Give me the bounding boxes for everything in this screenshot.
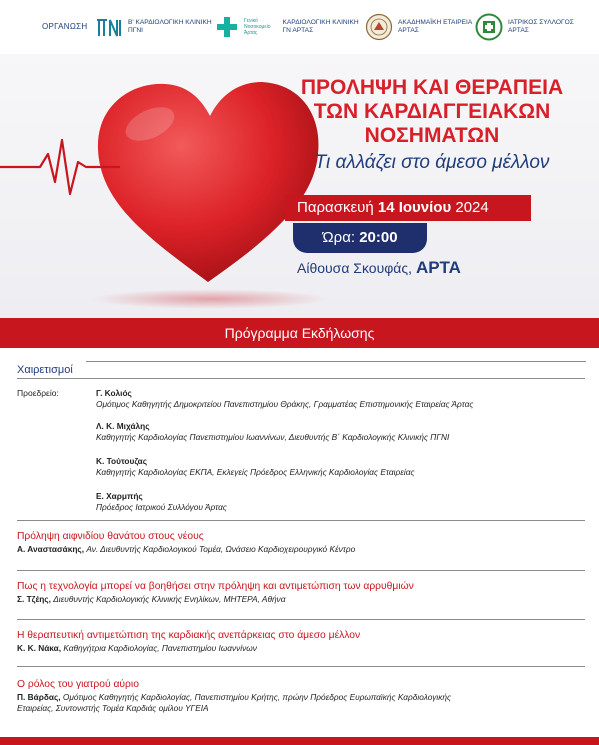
greetings-label: Χαιρετισμοί (17, 364, 73, 376)
organizer-name: ΚΑΡΔΙΟΛΟΓΙΚΗ ΚΛΙΝΙΚΗ ΓΝ ΑΡΤΑΣ (282, 19, 359, 34)
talk-title: Πως η τεχνολογία μπορεί να βοηθήσει στην πρόληψη και αντιμετώπιση των αρρυθμιών (17, 581, 414, 592)
academic-seal-icon (364, 12, 394, 42)
organizers-bar (0, 0, 599, 54)
organizer-sub: Γενικό Νοσοκομείο Άρτας (244, 18, 271, 36)
talk-speaker: Σ. Τζέης, Διευθυντής Καρδιολογικής Κλινικής Ενηλίκων, ΜΗΤΕΡΑ, Αθήνα (17, 594, 286, 604)
event-date: Παρασκευή 14 Ιουνίου 2024 (285, 195, 531, 221)
talk-title: Ο ρόλος του γιατρού αύριο (17, 679, 139, 690)
organizer-medical-association (474, 12, 574, 42)
talk-item (17, 679, 451, 713)
organizer-gn-artas (212, 12, 359, 42)
divider (86, 361, 586, 362)
event-subtitle: Τι αλλάζει στο άμεσο μέλλον (314, 152, 550, 173)
organizer-name: Β' ΚΑΡΔΙΟΛΟΓΙΚΗ ΚΛΙΝΙΚΗ ΠΓΝΙ (128, 19, 212, 34)
organizer-name: ΑΚΑΔΗΜΑΪΚΗ ΕΤΑΙΡΕΙΑ ΑΡΤΑΣ (398, 19, 473, 34)
program-content (0, 348, 599, 737)
event-time: Ώρα: 20:00 (293, 223, 427, 253)
talk-speaker: Κ. Κ. Νάκα, Καθηγήτρια Καρδιολογίας, Πανεπιστημίου Ιωαννίνων (17, 643, 257, 653)
divider (17, 666, 585, 667)
talk-item (17, 581, 414, 605)
event-title: ΠΡΟΛΗΨΗ ΚΑΙ ΘΕΡΑΠΕΙΑ ΤΩΝ ΚΑΡΔΙΑΓΓΕΙΑΚΩΝ ΝΟΣΗΜΑΤΩΝ (300, 76, 564, 147)
presidium-member: Λ. Κ. Μιχάλης Καθηγητής Καρδιολογίας Πανεπιστημίου Ιωαννίνων, Διευθυντής Β΄ Καρδιολογικής Κλινικής ΠΓΝΙ (96, 421, 450, 442)
organizer-pgni (94, 12, 212, 42)
pgni-logo-icon (94, 12, 124, 42)
organizer-name: ΙΑΤΡΙΚΟΣ ΣΥΛΛΟΓΟΣ ΑΡΤΑΣ (508, 19, 574, 34)
event-venue: Αίθουσα Σκουφάς, ΑΡΤΑ (297, 258, 461, 277)
talk-speaker: Α. Αναστασάκης, Αν. Διευθυντής Καρδιολογικού Τομέα, Ωνάσειο Καρδιοχειρουργικό Κέντρο (17, 544, 356, 554)
talk-speaker-continued: Εταιρείας, Συντονιστής Τομέα Καρδιάς ομίλου ΥΓΕΙΑ (17, 702, 209, 713)
divider (17, 570, 585, 571)
presidium-member: Γ. Κολιός Ομότιμος Καθηγητής Δημοκριτείου Πανεπιστημίου Θράκης, Γραμματέας Επιστημονικής Εταιρείας Άρτας (96, 388, 474, 409)
talk-item (17, 531, 355, 555)
presidium-member: Κ. Τούτουζας Καθηγητής Καρδιολογίας ΕΚΠΑ, Εκλεγείς Πρόεδρος Ελληνικής Καρδιολογίας Εταιρείας (96, 456, 415, 477)
presidium-member: Ε. Χαρμπής Πρόεδρος Ιατρικού Συλλόγου Άρτας (96, 491, 227, 512)
footer-bar (0, 737, 599, 745)
talk-item (17, 630, 360, 654)
organizers-label: ΟΡΓΑΝΩΣΗ (42, 22, 88, 31)
hero-banner (0, 54, 599, 318)
medical-association-icon (474, 12, 504, 42)
presidium-label: Προεδρείο: (17, 388, 59, 398)
talk-title: Η θεραπευτική αντιμετώπιση της καρδιακής ανεπάρκειας στο άμεσο μέλλον (17, 630, 361, 641)
divider (17, 520, 585, 521)
hospital-cross-icon (212, 12, 242, 42)
divider (17, 378, 585, 379)
divider (17, 619, 585, 620)
talk-speaker: Π. Βάρδας, Ομότιμος Καθηγητής Καρδιολογίας, Πανεπιστημίου Κρήτης, πρώην Πρόεδρος Ευρωπαϊκής Καρδιολογικής (17, 692, 452, 702)
talk-title: Πρόληψη αιφνιδίου θανάτου στους νέους (17, 531, 204, 542)
organizer-academic (364, 12, 472, 42)
program-heading: Πρόγραμμα Εκδήλωσης (0, 318, 599, 348)
